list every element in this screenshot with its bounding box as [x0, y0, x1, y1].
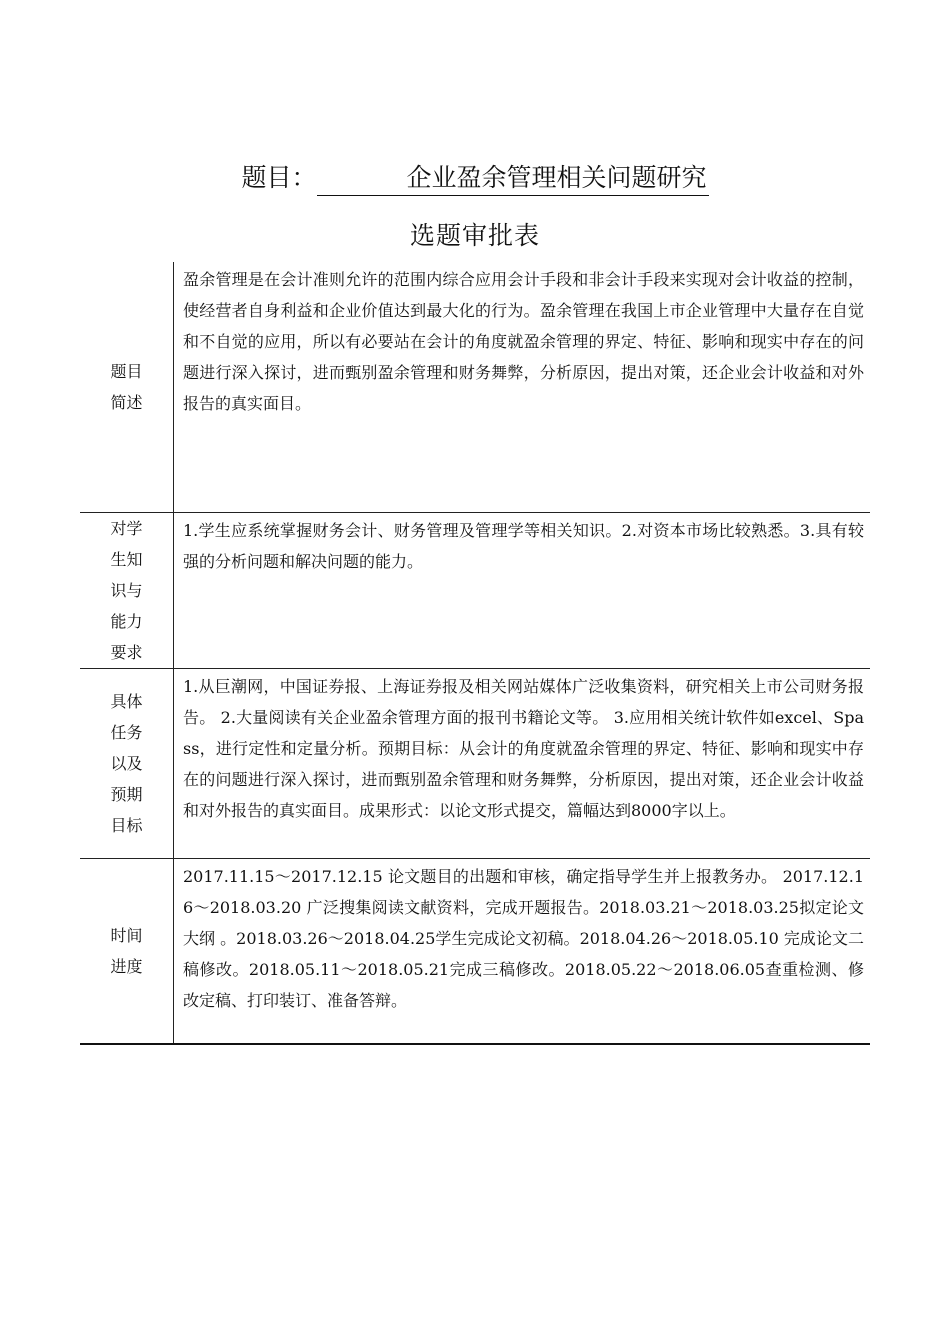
table-row	[80, 262, 870, 512]
row-label: 具体任务以及预期目标	[110, 691, 143, 835]
title-label: 题目：	[241, 163, 317, 192]
row-label-cell	[80, 262, 174, 512]
row-content: 2017.11.15～2017.12.15 论文题目的出题和审核，确定指导学生并上报教务办。 2017.12.16～2018.03.20 广泛搜集阅读文献资料，完成开题报告。2018.03.21～2018.03.25拟定论文大纲 。2018.03.26～2018.04.25学生完成论文初稿。2018.04.26～2018.05.10 完成论文二稿修改。2018.05.11～2018.05.21完成三稿修改。2018.05.22～2018.06.05查重检测、修改定稿、打印装订、准备答辩。	[174, 858, 871, 1044]
form-title: 选题审批表	[409, 221, 540, 250]
row-label: 题目简述	[110, 361, 143, 412]
title-value: 企业盈余管理相关问题研究	[317, 161, 709, 196]
row-content: 1.学生应系统掌握财务会计、财务管理及管理学等相关知识。2.对资本市场比较熟悉。3.具有较强的分析问题和解决问题的能力。	[174, 512, 871, 668]
thesis-title-line	[0, 158, 950, 198]
row-label: 时间进度	[110, 925, 143, 976]
row-label: 对学生知识与能力要求	[110, 518, 143, 662]
table-row	[80, 512, 870, 668]
approval-form-table	[80, 262, 870, 1045]
table-row	[80, 668, 870, 858]
row-content: 1.从巨潮网，中国证券报、上海证券报及相关网站媒体广泛收集资料，研究相关上市公司财务报告。 2.大量阅读有关企业盈余管理方面的报刊书籍论文等。 3.应用相关统计软件如excel、Spass，进行定性和定量分析。预期目标：从会计的角度就盈余管理的界定、特征、影响和现实中存在的问题进行深入探讨，进而甄别盈余管理和财务舞弊，分析原因，提出对策，还企业会计收益和对外报告的真实面目。成果形式：以论文形式提交，篇幅达到8000字以上。	[174, 668, 871, 858]
row-label-cell	[80, 512, 174, 668]
row-content: 盈余管理是在会计准则允许的范围内综合应用会计手段和非会计手段来实现对会计收益的控制，使经营者自身利益和企业价值达到最大化的行为。盈余管理在我国上市企业管理中大量存在自觉和不自觉的应用，所以有必要站在会计的角度就盈余管理的界定、特征、影响和现实中存在的问题进行深入探讨，进而甄别盈余管理和财务舞弊，分析原因，提出对策，还企业会计收益和对外报告的真实面目。	[174, 262, 871, 512]
row-label-cell	[80, 858, 174, 1044]
table-row	[80, 858, 870, 1044]
row-label-cell	[80, 668, 174, 858]
